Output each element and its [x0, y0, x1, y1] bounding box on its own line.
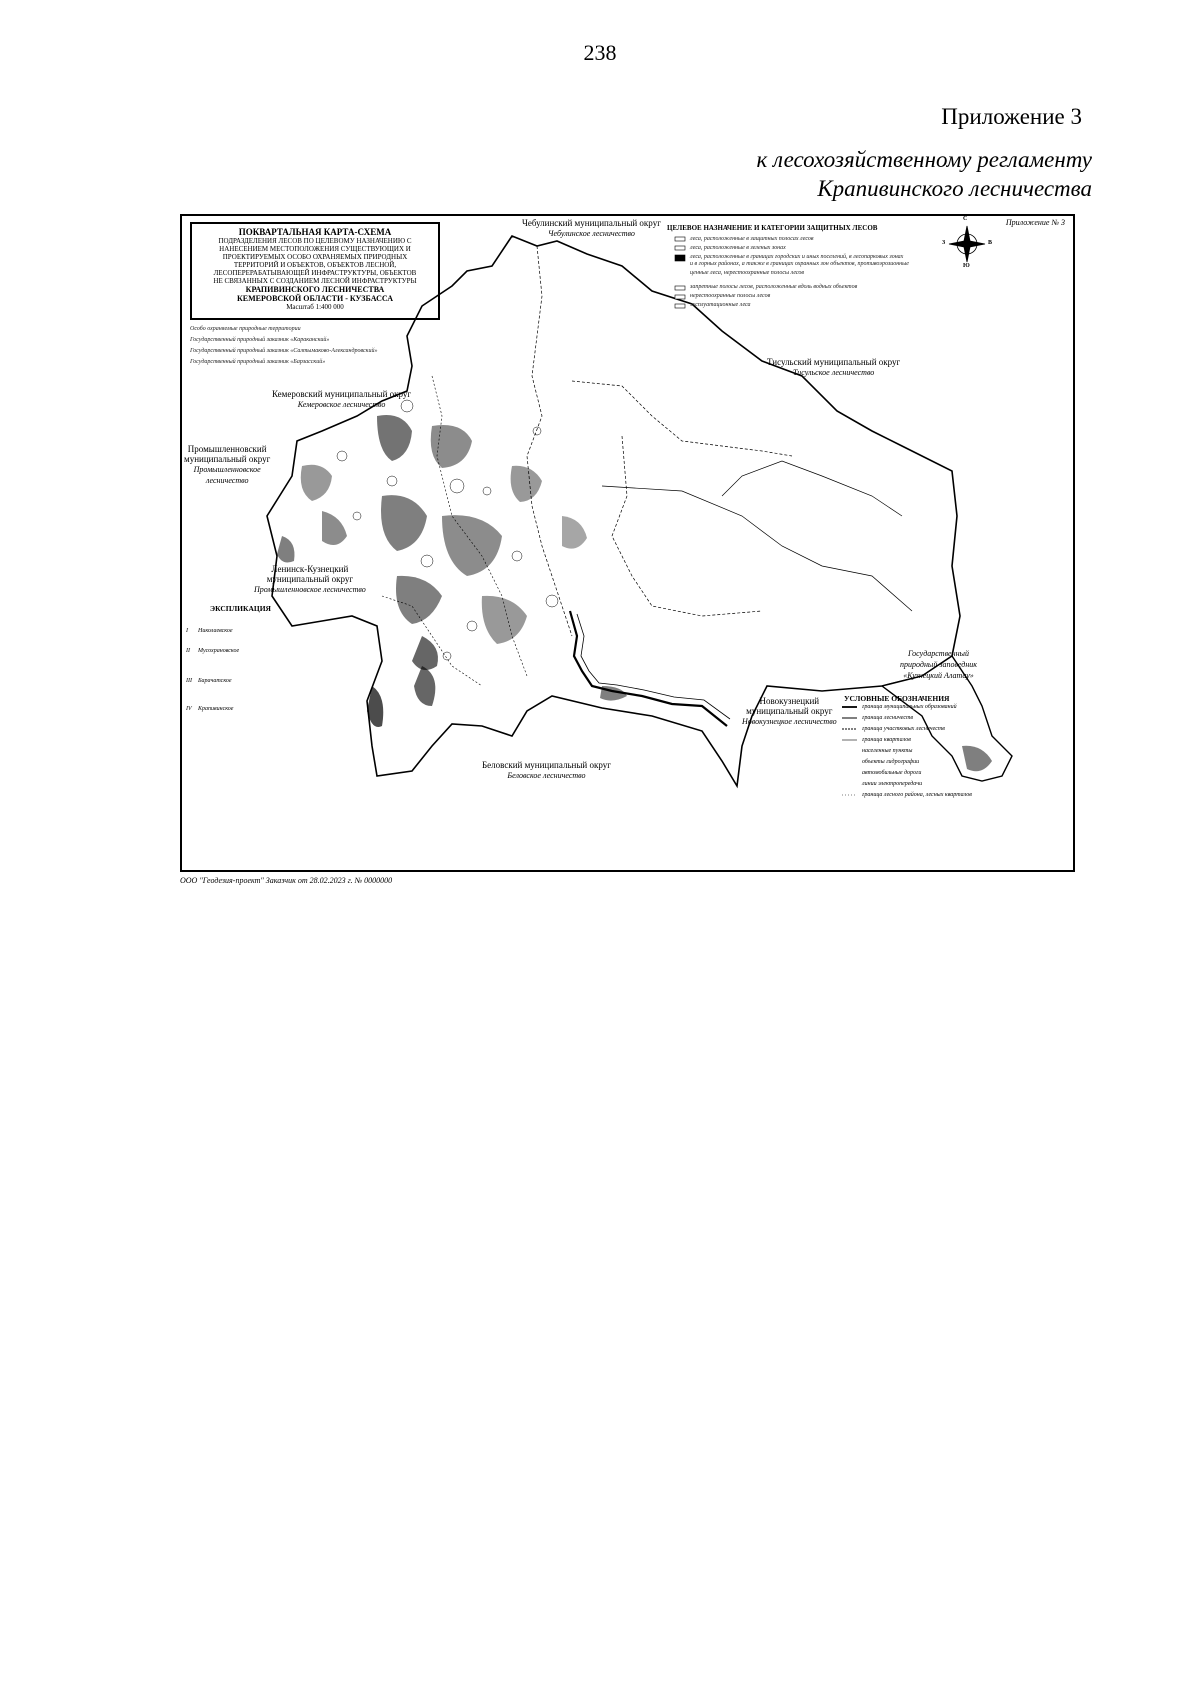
map-title-line7: НЕ СВЯЗАННЫХ С СОЗДАНИЕМ ЛЕСНОЙ ИНФРАСТРУКТУРЫ — [213, 277, 417, 285]
symbol-item: граница кварталов — [862, 737, 911, 743]
district-belovsky — [482, 760, 611, 781]
oopt-item: Государственный природный заказник «Караканский» — [190, 337, 330, 343]
purpose-item: леса, расположенные в зеленых зонах — [690, 245, 786, 251]
purpose-item: леса, расположенные в защитных полосах лесов — [690, 236, 814, 242]
district-name: Новокузнецкий — [759, 696, 820, 706]
map-title-line4: ПРОЕКТИРУЕМЫХ ОСОБО ОХРАНЯЕМЫХ ПРИРОДНЫХ — [222, 253, 408, 261]
purpose-item: и в горных районах, а также в границах охранных зон объектов, противоэрозионные — [690, 261, 909, 267]
compass-letter-w: З — [942, 240, 946, 246]
page-number: 238 — [583, 40, 617, 65]
map-scale: Масштаб 1:400 000 — [286, 303, 344, 311]
purpose-item: эксплуатационные леса — [690, 302, 751, 308]
reserve-kuznetsky-alatau — [900, 648, 977, 681]
appendix-subtitle — [756, 145, 1092, 203]
district-chebulinsky — [522, 218, 661, 239]
symbol-item: граница лесного района, лесных кварталов — [862, 792, 972, 798]
district-name: Кемеровский муниципальный округ — [272, 389, 412, 399]
map-title-line9: КЕМЕРОВСКОЙ ОБЛАСТИ - КУЗБАССА — [236, 294, 394, 303]
district-name: Чебулинский муниципальный округ — [522, 218, 661, 228]
oopt-item: Особо охраняемые природные территории — [190, 326, 301, 332]
district-forestry: Беловское лесничество — [507, 771, 586, 780]
purpose-item: запретные полосы лесов, расположенные вдоль водных объектов — [690, 284, 858, 290]
district-name: Ленинск-Кузнецкий — [271, 564, 349, 574]
district-forestry: Промышленновское лесничество — [254, 585, 366, 594]
corner-label: Приложение № 3 — [1005, 218, 1065, 227]
symbol-item: объекты гидрографии — [862, 759, 920, 765]
compass-letter-e: В — [988, 240, 993, 246]
map-title-line8: КРАПИВИНСКОГО ЛЕСНИЧЕСТВА — [245, 285, 385, 294]
symbol-item: автомобильные дороги — [862, 770, 922, 776]
symbol-item: населенные пункты — [862, 748, 913, 754]
district-name: муниципальный округ — [184, 454, 271, 464]
reserve-line: «Кузнецкий Алатау» — [903, 671, 974, 680]
explication-row: Барачатское — [198, 678, 232, 684]
district-forestry: Чебулинское лесничество — [548, 229, 635, 238]
compass-letter-s: Ю — [963, 263, 970, 269]
appendix-subtitle-line1: к лесохозяйственному регламенту — [756, 147, 1092, 172]
explication-row: Николаевское — [198, 628, 233, 634]
district-forestry: лесничество — [205, 476, 249, 485]
map-title-line2: ПОДРАЗДЕЛЕНИЯ ЛЕСОВ ПО ЦЕЛЕВОМУ НАЗНАЧЕНИЮ С — [218, 237, 412, 245]
explication-title: ЭКСПЛИКАЦИЯ — [210, 604, 271, 613]
map-title-line5: ТЕРРИТОРИЙ И ОБЪЕКТОВ, ОБЪЕКТОВ ЛЕСНОЙ, — [233, 261, 397, 269]
compass-rose — [949, 226, 985, 262]
district-promyshlennovsky — [184, 444, 270, 486]
purpose-item: ценные леса, нерестоохранные полосы лесов — [690, 270, 805, 276]
explication-number: II — [186, 648, 190, 654]
symbols-lines — [842, 707, 857, 795]
explication-row: Мусохрановское — [198, 648, 240, 654]
reserve-line: Государственный — [908, 649, 969, 658]
explication-number: III — [186, 678, 192, 684]
district-name: Беловский муниципальный округ — [482, 760, 611, 770]
symbol-item: граница участковых лесничеств — [862, 726, 945, 732]
explication-number: I — [186, 628, 188, 634]
map-title-box — [190, 222, 440, 320]
district-name: Тисульский муниципальный округ — [767, 357, 901, 367]
district-tisulsky — [767, 357, 900, 378]
oopt-item: Государственный природный заказник «Барзасский» — [190, 359, 326, 365]
explication-row: Крапивинское — [198, 706, 234, 712]
district-name: муниципальный округ — [746, 706, 833, 716]
appendix-title: Приложение 3 — [941, 104, 1082, 129]
symbol-item: граница лесничеств — [862, 715, 913, 721]
district-forestry: Новокузнецкое лесничество — [742, 717, 837, 726]
appendix-subtitle-line2: Крапивинского лесничества — [817, 176, 1092, 201]
purpose-item: леса, расположенные в границах городских и иных поселений, в лесопарковых зонах — [690, 254, 904, 260]
explication-number: IV — [186, 706, 192, 712]
district-forestry: Промышленновское — [193, 465, 261, 474]
map-frame — [180, 214, 1075, 872]
oopt-item: Государственный природный заказник «Салтымаково-Александровский» — [190, 348, 378, 354]
district-forestry: Кемеровское лесничество — [297, 400, 386, 409]
symbols-title: УСЛОВНЫЕ ОБОЗНАЧЕНИЯ — [844, 694, 950, 703]
map-credit: ООО "Геодезия-проект" Заказчик от 28.02.2023 г. № 0000000 — [180, 876, 393, 885]
map-title-line3: НАНЕСЕНИЕМ МЕСТОПОЛОЖЕНИЯ СУЩЕСТВУЮЩИХ И — [219, 245, 411, 253]
purpose-swatches — [675, 237, 685, 308]
compass-letter-n: С — [963, 216, 968, 222]
map-title-line6: ЛЕСОПЕРЕРАБАТЫВАЮЩЕЙ ИНФРАСТРУКТУРЫ, ОБЪЕКТОВ — [213, 269, 417, 277]
district-kemerovsky — [272, 389, 411, 410]
district-novokuznetsky — [742, 696, 837, 727]
district-name: муниципальный округ — [266, 574, 354, 584]
symbol-item: граница муниципальных образований — [862, 704, 957, 710]
map-title-line1: ПОКВАРТАЛЬНАЯ КАРТА-СХЕМА — [238, 227, 392, 237]
purpose-legend-title: ЦЕЛЕВОЕ НАЗНАЧЕНИЕ И КАТЕГОРИИ ЗАЩИТНЫХ ЛЕСОВ — [667, 224, 878, 232]
district-name: Промышленновский — [187, 444, 267, 454]
purpose-item: нерестоохранные полосы лесов — [690, 293, 771, 299]
district-forestry: Тисульское лесничество — [792, 368, 875, 377]
district-leninsk — [254, 564, 366, 595]
symbol-item: линии электропередачи — [862, 781, 923, 787]
reserve-line: природный заповедник — [900, 660, 978, 669]
